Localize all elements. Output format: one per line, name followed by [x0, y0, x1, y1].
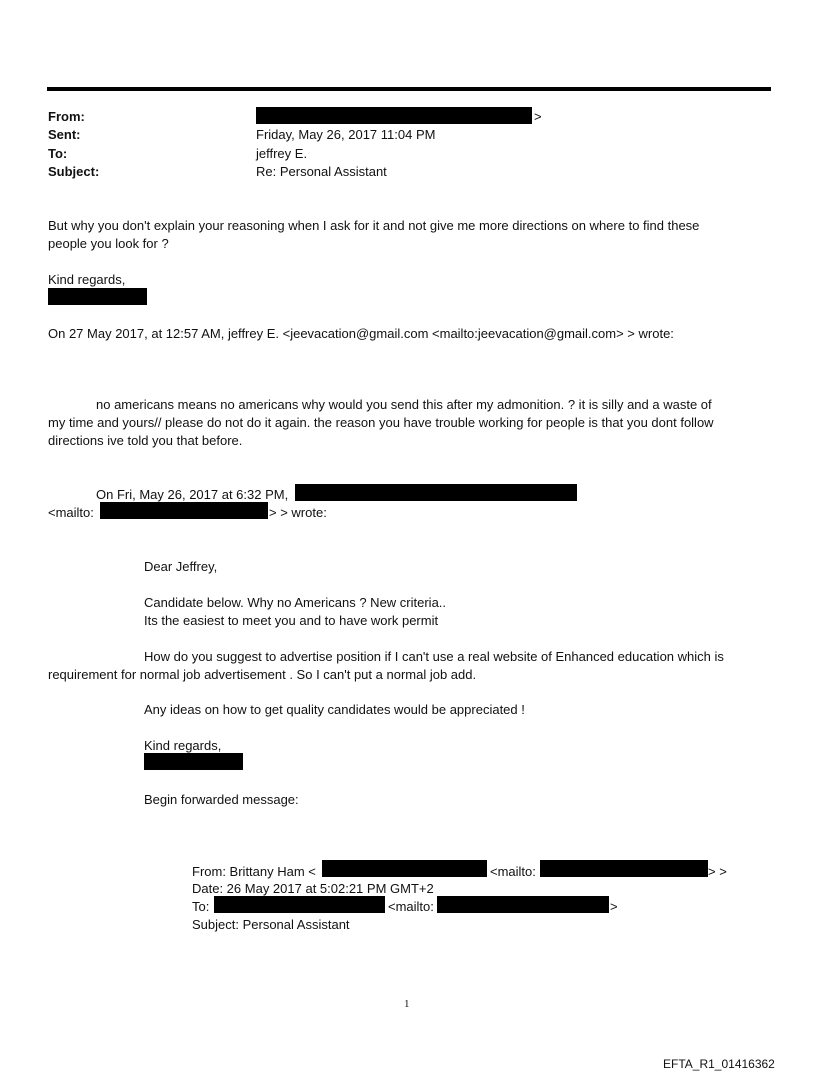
- fwd-from-mailto: <mailto:: [490, 864, 536, 879]
- fwd-date: Date: 26 May 2017 at 5:02:21 PM GMT+2: [192, 881, 434, 896]
- quoted-how-2: requirement for normal job advertisement . So I can't put a normal job add.: [48, 667, 477, 682]
- reply-line-1: no americans means no americans why would you send this after my admonition. ? it is silly and a waste of: [96, 397, 712, 412]
- body-line-2: people you look for ?: [48, 236, 169, 251]
- quoted-ideas: Any ideas on how to get quality candidates would be appreciated !: [144, 702, 525, 717]
- redacted-fwd-from-mailto: [540, 860, 708, 877]
- mailto-prefix: <mailto:: [48, 505, 94, 520]
- reply-line-3: directions ive told you that before.: [48, 433, 243, 448]
- subject-value: Re: Personal Assistant: [256, 164, 387, 179]
- redacted-sender: [256, 107, 532, 124]
- fwd-to-end: >: [610, 899, 618, 914]
- redacted-fwd-to: [214, 896, 385, 913]
- body-line-1: But why you don't explain your reasoning when I ask for it and not give me more directions on where to find these: [48, 218, 700, 233]
- reply-line-2: my time and yours// please do not do it again. the reason you have trouble working for people is that you dont follow: [48, 415, 714, 430]
- quoted-candidate-2: Its the easiest to meet you and to have work permit: [144, 613, 439, 628]
- fwd-to-prefix: To:: [192, 899, 210, 914]
- on-wrote-line: On 27 May 2017, at 12:57 AM, jeffrey E. <jeevacation@gmail.com <mailto:jeevacation@gmail.com> > wrote:: [48, 326, 674, 341]
- quoted-dear: Dear Jeffrey,: [144, 559, 218, 574]
- from-label: From:: [48, 109, 85, 124]
- subject-label: Subject:: [48, 164, 100, 179]
- on-fri-line: On Fri, May 26, 2017 at 6:32 PM,: [96, 487, 289, 502]
- to-value: jeffrey E.: [256, 146, 308, 161]
- page-number: 1: [404, 998, 410, 1010]
- fwd-to-mailto: <mailto:: [388, 899, 434, 914]
- from-suffix: >: [534, 109, 542, 124]
- document-id: EFTA_R1_01416362: [663, 1057, 775, 1071]
- header-rule: [47, 87, 771, 91]
- redacted-signature: [48, 288, 147, 305]
- sent-label: Sent:: [48, 127, 81, 142]
- redacted-email: [100, 502, 268, 519]
- begin-forwarded: Begin forwarded message:: [144, 792, 299, 807]
- to-label: To:: [48, 146, 68, 161]
- redacted-quoted-signature: [144, 753, 243, 770]
- quoted-how-1: How do you suggest to advertise position if I can't use a real website of Enhanced education which is: [144, 649, 724, 664]
- fwd-from-end: > >: [708, 864, 727, 879]
- kind-regards: Kind regards,: [48, 272, 126, 287]
- redacted-fwd-from-email: [322, 860, 487, 877]
- quoted-kind-regards: Kind regards,: [144, 738, 222, 753]
- redacted-sender-name: [295, 484, 577, 501]
- sent-value: Friday, May 26, 2017 11:04 PM: [256, 127, 436, 142]
- mailto-wrote: > > wrote:: [269, 505, 327, 520]
- redacted-fwd-to-mailto: [437, 896, 609, 913]
- fwd-from-prefix: From: Brittany Ham <: [192, 864, 316, 879]
- fwd-subject: Subject: Personal Assistant: [192, 917, 350, 932]
- quoted-candidate-1: Candidate below. Why no Americans ? New criteria..: [144, 595, 447, 610]
